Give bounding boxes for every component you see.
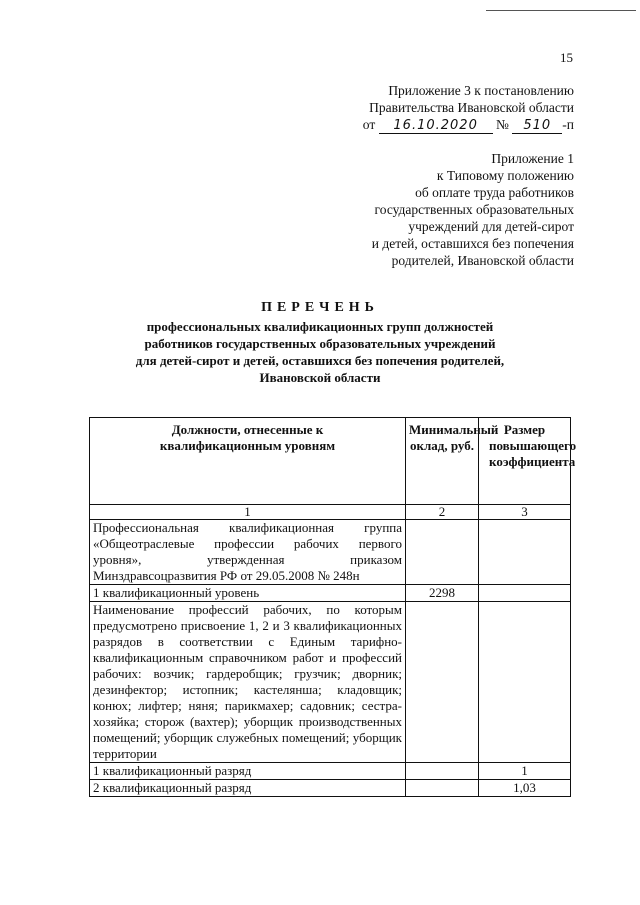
handwritten-date: 16.10.2020 (379, 119, 493, 134)
table-row (90, 780, 571, 797)
title-line: профессиональных квалификационных групп должностей (146, 319, 494, 334)
appendix-main (363, 82, 574, 134)
row-min-salary (406, 763, 479, 780)
appendix-sub-line: и детей, оставшихся без попечения (371, 236, 574, 251)
appendix-main-date-line (363, 116, 574, 134)
appendix-sub-line: об оплате труда работников (415, 185, 574, 200)
appendix-sub (372, 150, 574, 269)
table-row (90, 763, 571, 780)
row-coefficient (479, 602, 571, 763)
appendix-sub-line: к Типовому положению (436, 168, 574, 183)
row-text: Профессиональная квалификационная группа «Общеотраслевые профессии рабочих первого уровня», утвержденная приказом Минздравсоцразвития РФ от 29.05.2008 № 248н (90, 520, 406, 585)
table-column-numbers (90, 505, 571, 520)
row-min-salary (406, 780, 479, 797)
column-number: 1 (90, 505, 406, 520)
row-coefficient: 1 (479, 763, 571, 780)
appendix-main-line-2: Правительства Ивановской области (369, 100, 574, 115)
row-text: Наименование профессий рабочих, по которым предусмотрено присвоение 1, 2 и 3 квалификационных разрядов в соответствии с Единым тарифно-квалификационным справочником работ и профессий рабочих: возчик; гардеробщик; грузчик; дворник; дезинфектор; истопник; кастелянша; кладовщик; конюх; лифтер; няня; парикмахер; садовник; сестра-хозяйка; сторож (вахтер); уборщик производственных помещений; уборщик служебных помещений; уборщик территории (90, 602, 406, 763)
from-prefix: от (362, 117, 376, 132)
row-text: 2 квалификационный разряд (90, 780, 406, 797)
row-min-salary: 2298 (406, 585, 479, 602)
header-coefficient: Размер повышающего коэффициента (479, 418, 571, 505)
appendix-sub-line: учреждений для детей-сирот (408, 219, 574, 234)
table-header-row (90, 418, 571, 505)
row-coefficient: 1,03 (479, 780, 571, 797)
page-number: 15 (560, 50, 573, 65)
table-row (90, 585, 571, 602)
row-coefficient (479, 520, 571, 585)
appendix-sub-line: Приложение 1 (491, 151, 574, 166)
title-heading: ПЕРЕЧЕНЬ (261, 300, 379, 315)
top-rule (486, 10, 636, 11)
appendix-sub-line: родителей, Ивановской области (391, 253, 574, 268)
row-text: 1 квалификационный разряд (90, 763, 406, 780)
header-min-salary: Минимальный оклад, руб. (406, 418, 479, 505)
row-coefficient (479, 585, 571, 602)
row-text: 1 квалификационный уровень (90, 585, 406, 602)
number-label: № (496, 117, 509, 132)
title-line: для детей-сирот и детей, оставшихся без попечения родителей, (135, 353, 505, 368)
appendix-sub-line: государственных образовательных (374, 202, 574, 217)
table-row (90, 602, 571, 763)
row-min-salary (406, 602, 479, 763)
row-min-salary (406, 520, 479, 585)
handwritten-number: 510 (512, 119, 562, 134)
number-suffix: -п (562, 117, 574, 132)
header-positions: Должности, отнесенные к квалификационным уровням (90, 418, 406, 505)
qualification-table (89, 417, 577, 797)
column-number: 3 (479, 505, 571, 520)
appendix-main-line-1: Приложение 3 к постановлению (388, 83, 574, 98)
table-row (90, 520, 571, 585)
title-line: Ивановской области (259, 370, 381, 385)
title-line: работников государственных образовательных учреждений (144, 336, 496, 351)
column-number: 2 (406, 505, 479, 520)
document-title (80, 298, 560, 386)
